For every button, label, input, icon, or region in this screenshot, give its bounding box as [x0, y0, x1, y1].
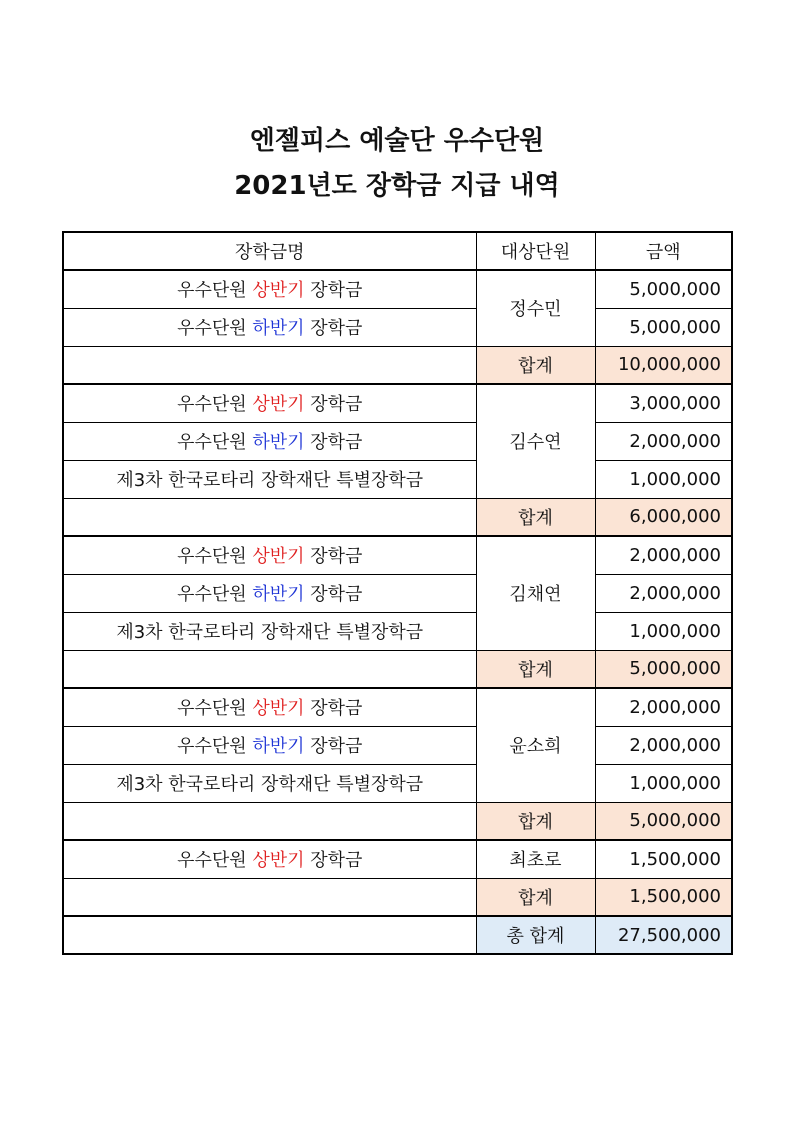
- amount-cell: 1,000,000: [595, 612, 732, 650]
- scholarship-name: 제3차 한국로타리 장학재단 특별장학금: [63, 612, 476, 650]
- amount-cell: 2,000,000: [595, 422, 732, 460]
- document-title: 엔젤피스 예술단 우수단원: [249, 126, 545, 156]
- scholarship-name: 우수단원 상반기 장학금: [63, 270, 476, 308]
- empty-cell: [63, 346, 476, 384]
- scholarship-name: 우수단원 상반기 장학금: [63, 536, 476, 574]
- amount-cell: 5,000,000: [595, 308, 732, 346]
- subtotal-row: [63, 346, 732, 384]
- table-row: [63, 612, 732, 650]
- subtotal-row: [63, 802, 732, 840]
- table-row: [63, 688, 732, 726]
- subtotal-label: 합계: [476, 802, 595, 840]
- empty-cell: [63, 878, 476, 916]
- empty-cell: [63, 498, 476, 536]
- subtotal-row: [63, 650, 732, 688]
- member-name: 김수연: [476, 384, 595, 498]
- scholarship-name: 우수단원 하반기 장학금: [63, 422, 476, 460]
- amount-cell: 2,000,000: [595, 536, 732, 574]
- empty-cell: [63, 802, 476, 840]
- amount-cell: 1,500,000: [595, 840, 732, 878]
- amount-cell: 2,000,000: [595, 726, 732, 764]
- scholarship-name: 제3차 한국로타리 장학재단 특별장학금: [63, 764, 476, 802]
- header-name: 장학금명: [63, 232, 476, 270]
- table-row: [63, 270, 732, 308]
- scholarship-name: 우수단원 하반기 장학금: [63, 308, 476, 346]
- table-row: [63, 308, 732, 346]
- table-row: [63, 460, 732, 498]
- scholarship-name: 우수단원 상반기 장학금: [63, 688, 476, 726]
- table-row: [63, 764, 732, 802]
- header-amount: 금액: [595, 232, 732, 270]
- scholarship-table: [62, 231, 733, 955]
- subtotal-amount: 10,000,000: [595, 346, 732, 384]
- grand-total-label: 총 합계: [476, 916, 595, 954]
- subtotal-label: 합계: [476, 346, 595, 384]
- member-name: 정수민: [476, 270, 595, 346]
- header-member: 대상단원: [476, 232, 595, 270]
- amount-cell: 5,000,000: [595, 270, 732, 308]
- grand-total-row: [63, 916, 732, 954]
- amount-cell: 3,000,000: [595, 384, 732, 422]
- subtotal-amount: 5,000,000: [595, 650, 732, 688]
- amount-cell: 1,000,000: [595, 764, 732, 802]
- empty-cell: [63, 916, 476, 954]
- subtotal-amount: 6,000,000: [595, 498, 732, 536]
- member-name: 윤소희: [476, 688, 595, 802]
- scholarship-name: 우수단원 상반기 장학금: [63, 840, 476, 878]
- table-header-row: [63, 232, 732, 270]
- subtotal-row: [63, 878, 732, 916]
- member-name: 최초로: [476, 840, 595, 878]
- table-row: [63, 536, 732, 574]
- subtotal-label: 합계: [476, 878, 595, 916]
- scholarship-name: 우수단원 하반기 장학금: [63, 726, 476, 764]
- table-row: [63, 574, 732, 612]
- grand-total-amount: 27,500,000: [595, 916, 732, 954]
- scholarship-name: 우수단원 하반기 장학금: [63, 574, 476, 612]
- table-row: [63, 422, 732, 460]
- empty-cell: [63, 650, 476, 688]
- table-row: [63, 384, 732, 422]
- subtotal-row: [63, 498, 732, 536]
- table-row: [63, 840, 732, 878]
- member-name: 김채연: [476, 536, 595, 650]
- subtotal-label: 합계: [476, 650, 595, 688]
- subtotal-label: 합계: [476, 498, 595, 536]
- scholarship-name: 우수단원 상반기 장학금: [63, 384, 476, 422]
- amount-cell: 1,000,000: [595, 460, 732, 498]
- amount-cell: 2,000,000: [595, 688, 732, 726]
- amount-cell: 2,000,000: [595, 574, 732, 612]
- subtotal-amount: 1,500,000: [595, 878, 732, 916]
- table-row: [63, 726, 732, 764]
- document-subtitle: 2021년도 장학금 지급 내역: [234, 171, 560, 201]
- scholarship-name: 제3차 한국로타리 장학재단 특별장학금: [63, 460, 476, 498]
- subtotal-amount: 5,000,000: [595, 802, 732, 840]
